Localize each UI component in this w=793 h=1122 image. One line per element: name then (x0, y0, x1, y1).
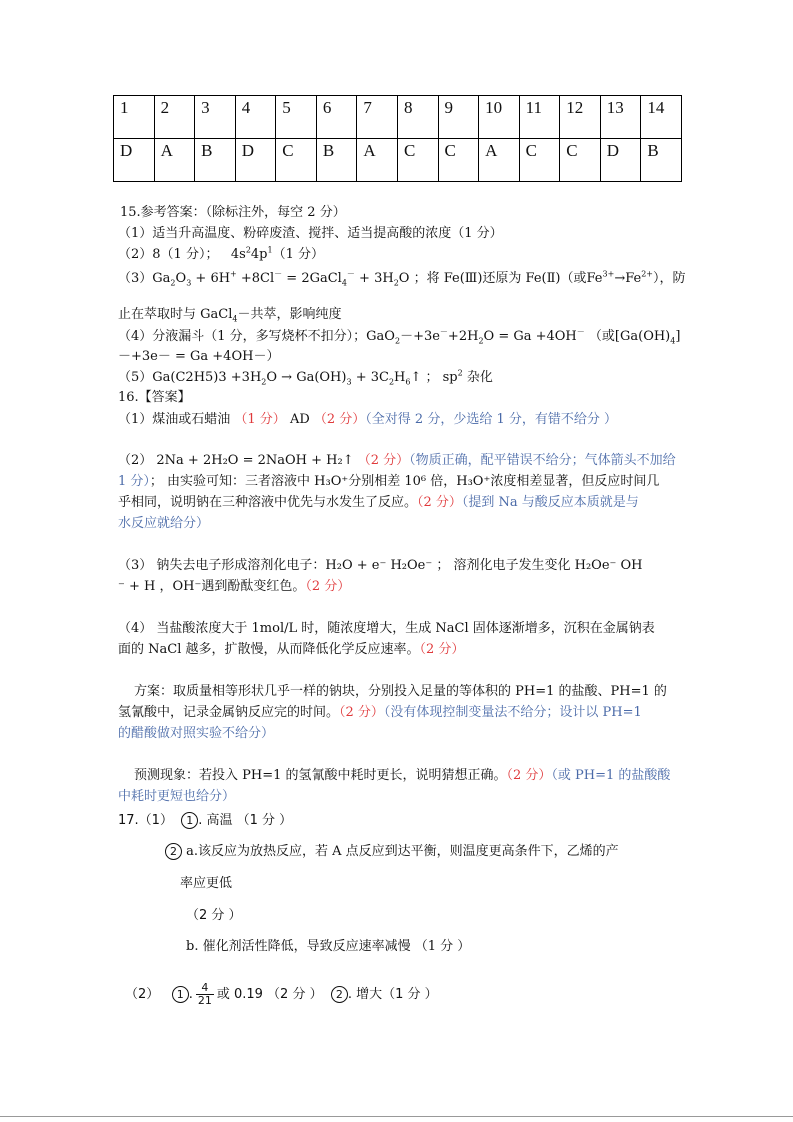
q15-line-3: $(3)Ga_2O_3 + 6H^+ +8Cl^-$ = 2GaCl$_4$－ + $3H_2O$ ；将 Fe(Ⅲ)还原为 Fe(Ⅱ)（或$Fe^{3+}\to Fe^{2+}$），防 (118, 269, 686, 288)
table-cell: 8 (397, 96, 438, 139)
q16-part-2-line-1: （2） 2Na + 2H₂O = 2NaOH + H₂↑ （2 分）（物质正确，配平错误不给分；气体箭头不加给 (118, 453, 676, 468)
q17-line-5: b. 催化剂活性降低，导致反应速率减慢 （1 分 ） (186, 939, 471, 954)
table-cell: B (641, 139, 682, 182)
q16-plan-line-3: 的醋酸做对照实验不给分） (118, 726, 275, 741)
q17-line-4: （2 分 ） (186, 908, 242, 923)
table-cell: A (357, 139, 398, 182)
q16-part-4-line-2: 面的 NaCl 越多，扩散慢，从而降低化学反应速率。（2 分） (118, 642, 465, 657)
table-cell: 5 (276, 96, 317, 139)
answer-table (113, 95, 682, 182)
q15-line-5: （4）分液漏斗（1 分，多写烧杯不扣分）；$GaO_2-+3e^-+2H_2O = Ga +4OH^-$ （或$[Ga(OH)_4]$ (118, 327, 681, 346)
circled-number-1: 1 (181, 812, 198, 829)
answer-table-number-row (114, 96, 682, 139)
q16-prediction-line-2: 中耗时更短也给分） (118, 789, 236, 804)
q15-header: 15.参考答案：（除标注外，每空 2 分） (120, 205, 346, 220)
circled-number-1: 1 (172, 986, 189, 1003)
fraction: $\frac{4}{21}$ (197, 981, 212, 1007)
table-cell: C (560, 139, 601, 182)
q15-line-6: －+3e－ = Ga +4OH－） (118, 349, 280, 364)
table-cell: 1 (114, 96, 155, 139)
table-cell: 4 (235, 96, 276, 139)
q17-line-2: 2 a.该反应为放热反应，若 A 点反应到达平衡，则温度更高条件下，乙烯的产 (165, 843, 619, 861)
q16-plan-line-1: 方案：取质量相等形状几乎一样的钠块，分别投入足量的等体积的 PH=1 的盐酸、PH=1 的 (134, 684, 667, 699)
q16-part-2-line-2: 1 分）； 由实验可知：三者溶液中 H₃O⁺分别相差 10⁶ 倍，H₃O⁺浓度相差显著，但反应时间几 (118, 474, 660, 489)
table-cell: 3 (195, 96, 236, 139)
table-cell: 2 (154, 96, 195, 139)
q15-line-1: （1）适当升高温度、粉碎废渣、搅拌、适当提高酸的浓度（1 分） (118, 226, 503, 241)
table-cell: 9 (438, 96, 479, 139)
q16-part-3-line-1: （3） 钠失去电子形成溶剂化电子：H₂O + e⁻ H₂Oe⁻ ； 溶剂化电子发生变化 H₂Oe⁻ OH (118, 558, 643, 573)
table-cell: C (397, 139, 438, 182)
q15-line-4: 止在萃取时与 GaCl$_4$－共萃，影响纯度 (118, 307, 342, 324)
circled-number-2: 2 (331, 986, 348, 1003)
q16-header: 16.【答案】 (118, 390, 191, 405)
q17-line-3: 率应更低 (180, 876, 233, 891)
q17-line-6: （2） 1 . $\frac{4}{21}$ 或 0.19 （2 分 ） 2 . 增大（1 分 ） (125, 981, 438, 1007)
table-cell: B (316, 139, 357, 182)
table-cell: B (195, 139, 236, 182)
q16-part-2-line-4: 水反应就给分） (118, 516, 210, 531)
table-cell: C (276, 139, 317, 182)
table-cell: D (600, 139, 641, 182)
q16-plan-line-2: 氢氰酸中，记录金属钠反应完的时间。（2 分）（没有体现控制变量法不给分；设计以 PH=1 (118, 705, 642, 720)
circled-number-2: 2 (165, 843, 182, 860)
table-cell: 11 (519, 96, 560, 139)
table-cell: C (519, 139, 560, 182)
table-cell: D (235, 139, 276, 182)
table-cell: A (479, 139, 520, 182)
table-cell: C (438, 139, 479, 182)
table-cell: 12 (560, 96, 601, 139)
q16-part-1: （1）煤油或石蜡油 （1 分） AD （2 分）（全对得 2 分，少选给 1 分，有错不给分 ） (118, 412, 618, 427)
answer-table-answer-row (114, 139, 682, 182)
q16-part-2-line-3: 乎相同，说明钠在三种溶液中优先与水发生了反应。（2 分）（提到 Na 与酸反应本质就是与 (118, 495, 639, 510)
table-cell: 7 (357, 96, 398, 139)
table-cell: 13 (600, 96, 641, 139)
q16-prediction-line-1: 预测现象：若投入 PH=1 的氢氰酸中耗时更长，说明猜想正确。（2 分）（或 PH=1 的盐酸酸 (134, 768, 671, 783)
table-cell: 10 (479, 96, 520, 139)
q16-part-4-line-1: （4） 当盐酸浓度大于 1mol/L 时，随浓度增大，生成 NaCl 固体逐渐增多，沉积在金属钠表 (118, 621, 655, 636)
table-cell: A (154, 139, 195, 182)
table-cell: 14 (641, 96, 682, 139)
table-cell: 6 (316, 96, 357, 139)
q17-line-1: 17.（1） 1 . 高温 （1 分 ） (118, 813, 293, 828)
table-cell: D (114, 139, 155, 182)
page-bottom-rule (0, 1116, 793, 1117)
q15-line-2: （2）8（1 分）； $4s^24p^1(1$ 分） (118, 245, 324, 262)
q15-line-7: $(5)Ga(C2H5)3 +3H_2O \to Ga(OH)_3$ + $3C_2H_6↑$ ； $sp^2$ 杂化 (118, 368, 493, 387)
q16-part-3-line-2: ⁻ + H ，OH⁻遇到酚酞变红色。（2 分） (118, 579, 351, 594)
